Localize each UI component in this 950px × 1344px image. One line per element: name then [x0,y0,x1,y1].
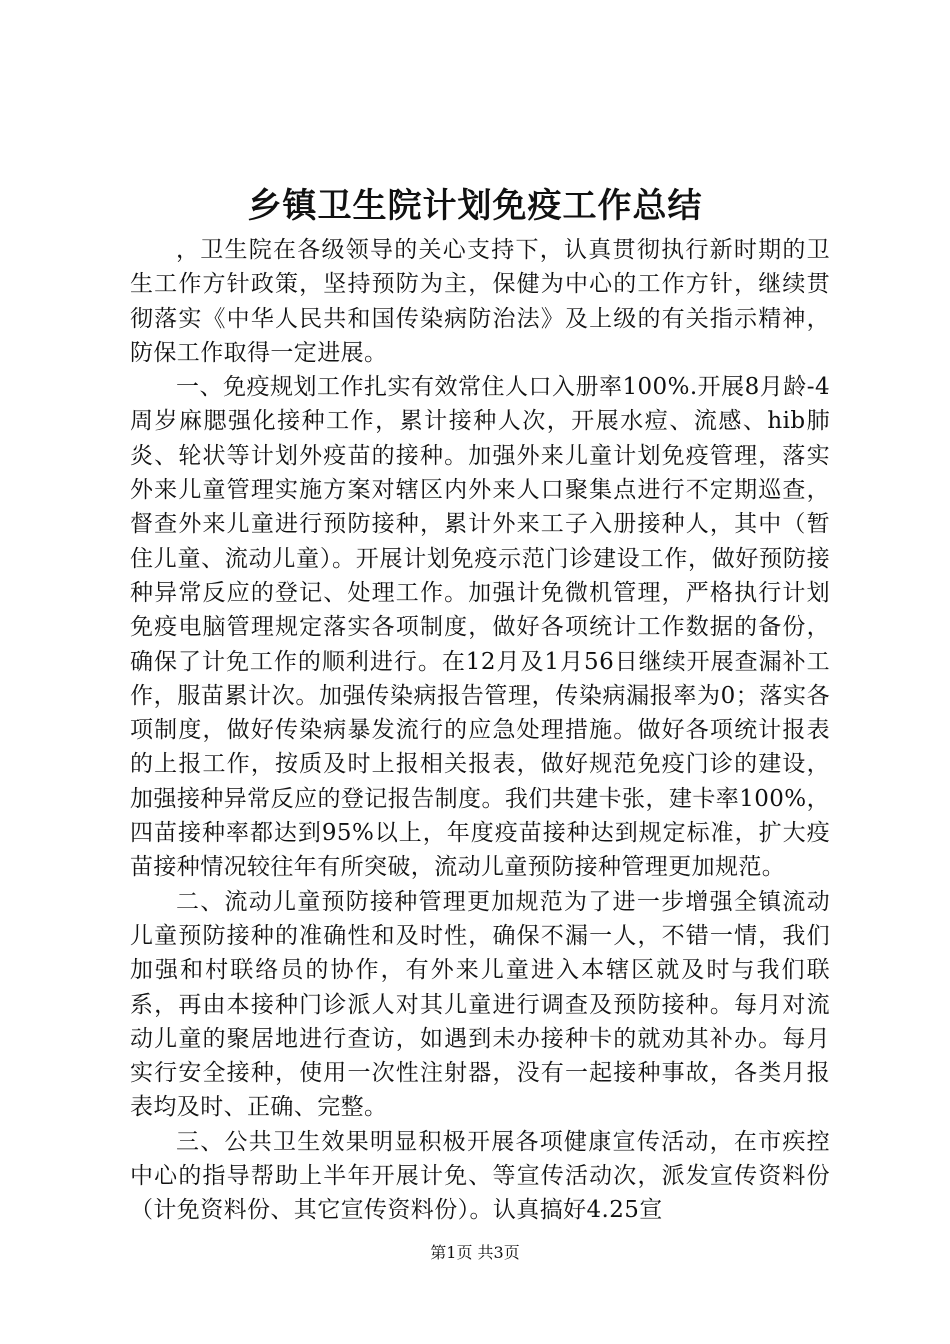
page-number: 第1页 [430,1243,473,1262]
paragraph-section-1: 一、免疫规划工作扎实有效常住人口入册率100%.开展8月龄-4周岁麻腮强化接种工作，累计接种人次，开展水痘、流感、hib肺炎、轮状等计划外疫苗的接种。加强外来儿童计划免疫管理，落实外来儿童管理实施方案对辖区内外来人口聚集点进行不定期巡查，督查外来儿童进行预防接种，累计外来工子入册接种人，其中（暂住儿童、流动儿童）。开展计划免疫示范门诊建设工作，做好预防接种异常反应的登记、处理工作。加强计免微机管理，严格执行计划免疫电脑管理规定落实各项制度，做好各项统计工作数据的备份，确保了计免工作的顺利进行。在12月及1月56日继续开展查漏补工作，服苗累计次。加强传染病报告管理，传染病漏报率为0；落实各项制度，做好传染病暴发流行的应急处理措施。做好各项统计报表的上报工作，按质及时上报相关报表，做好规范免疫门诊的建设，加强接种异常反应的登记报告制度。我们共建卡张，建卡率100%，四苗接种率都达到95%以上，年度疫苗接种达到规定标准，扩大疫苗接种情况较往年有所突破，流动儿童预防接种管理更加规范。 [130,374,830,881]
paragraph-intro: ，卫生院在各级领导的关心支持下，认真贯彻执行新时期的卫生工作方针政策，坚持预防为主，保健为中心的工作方针，继续贯彻落实《中华人民共和国传染病防治法》及上级的有关指示精神，防保工作取得一定进展。 [130,237,830,366]
page-total: 共3页 [477,1243,520,1262]
document-body [130,233,830,1228]
document-title: 乡镇卫生院计划免疫工作总结 [247,186,703,226]
paragraph-section-3: 三、公共卫生效果明显积极开展各项健康宣传活动，在市疾控中心的指导帮助上半年开展计免、等宣传活动次，派发宣传资料份（计免资料份、其它宣传资料份）。认真搞好4.25宣 [130,1128,830,1224]
paragraph-section-2: 二、流动儿童预防接种管理更加规范为了进一步增强全镇流动儿童预防接种的准确性和及时性，确保不漏一人，不错一情，我们加强和村联络员的协作，有外来儿童进入本辖区就及时与我们联系，再由本接种门诊派人对其儿童进行调查及预防接种。每月对流动儿童的聚居地进行查访，如遇到未办接种卡的就劝其补办。每月实行安全接种，使用一次性注射器，没有一起接种事故，各类月报表均及时、正确、完整。 [130,888,830,1121]
page-footer [0,1242,950,1264]
